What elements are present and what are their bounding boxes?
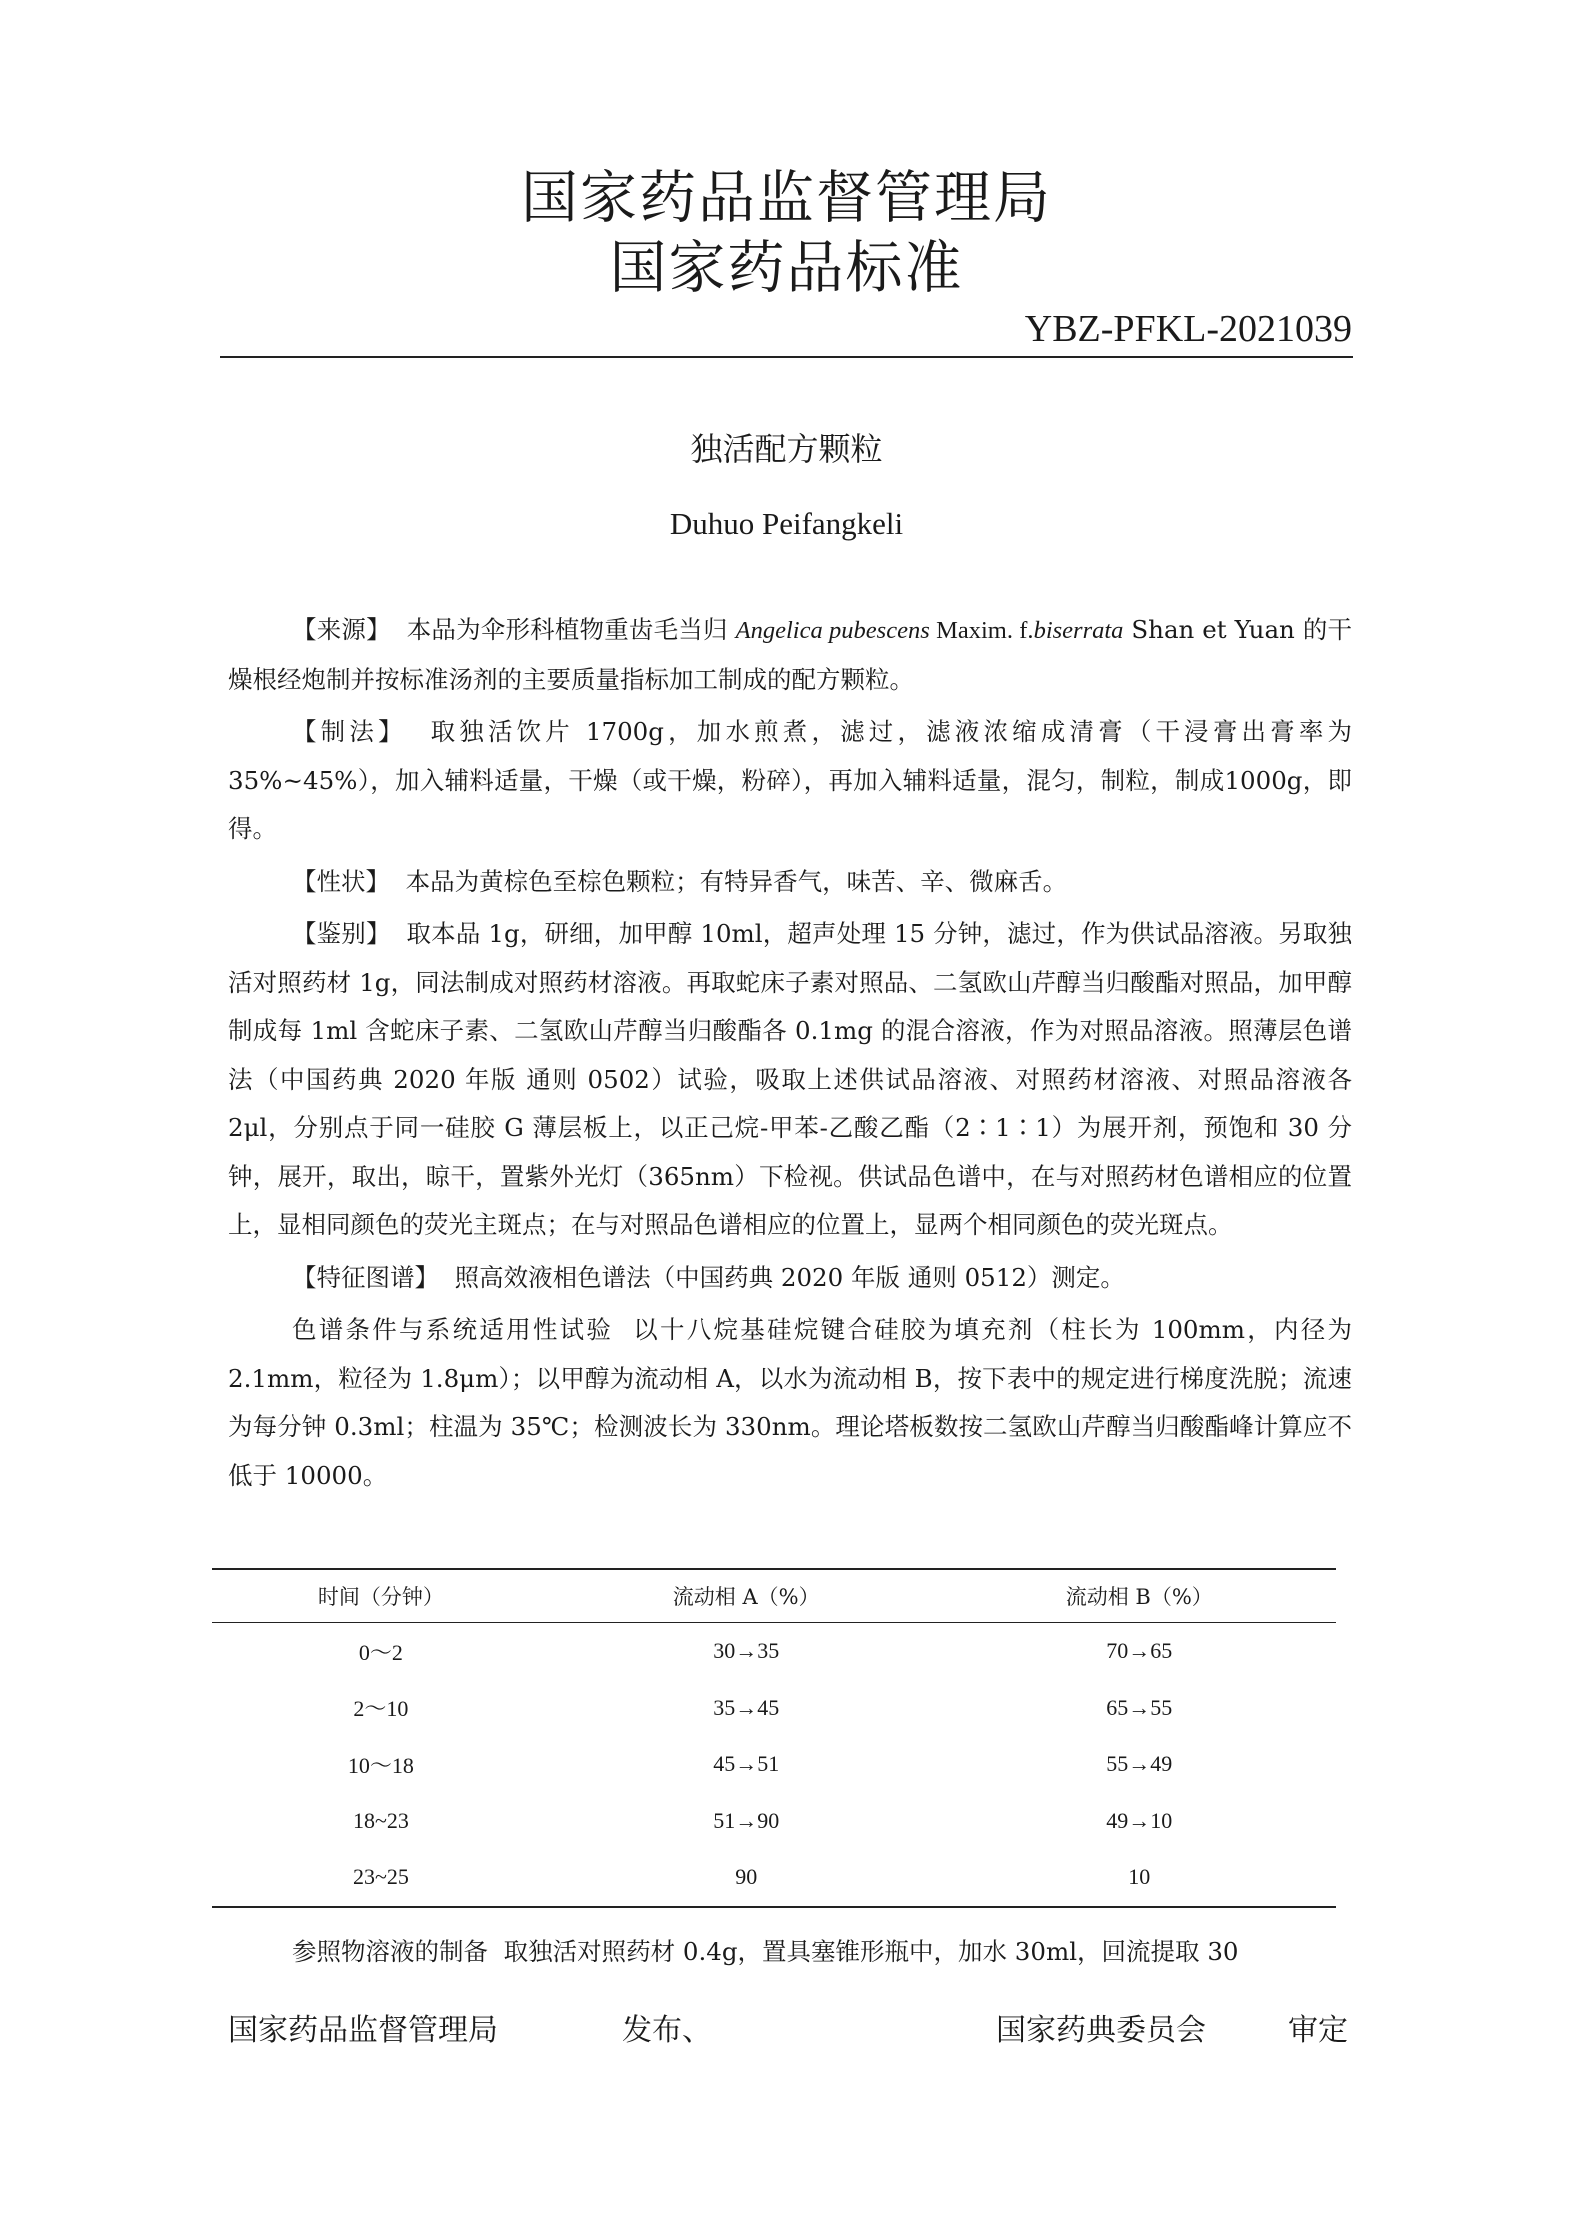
header-rule	[220, 356, 1353, 358]
org-title-line1: 国家药品监督管理局	[521, 165, 1052, 231]
section-reference-solution	[228, 1937, 1352, 1966]
fingerprint-label: 【特征图谱】	[292, 1262, 439, 1292]
standard-code: YBZ-PFKL-2021039	[1024, 308, 1352, 350]
source-label: 【来源】	[292, 615, 391, 644]
source-latin-1: Angelica pubescens	[735, 617, 930, 644]
reference-solution-text: 取独活对照药材 0.4g，置具塞锥形瓶中，加水 30ml，回流提取 30	[503, 1937, 1239, 1966]
character-text: 本品为黄棕色至棕色颗粒；有特异香气，味苦、辛、微麻舌。	[405, 866, 1068, 896]
source-text-1: 本品为伞形科植物重齿毛当归	[406, 615, 736, 644]
footer-reviewer: 国家药典委员会	[996, 2013, 1206, 2048]
table-row	[212, 1623, 1336, 1680]
gradient-table	[212, 1568, 1336, 1908]
footer-issue-word: 发布、	[622, 2013, 712, 2048]
cell-time: 23~25	[212, 1849, 550, 1907]
cell-phase-a: 51→90	[713, 1807, 780, 1833]
table-row	[212, 1736, 1336, 1793]
header-phase-b: 流动相 B（%）	[943, 1569, 1336, 1623]
gradient-table-header	[212, 1569, 1336, 1623]
cell-time: 2～10	[353, 1696, 409, 1722]
cell-time: 10～18	[347, 1752, 414, 1778]
identification-label: 【鉴别】	[292, 919, 391, 948]
header-phase-a: 流动相 A（%）	[550, 1569, 943, 1623]
chromatography-label: 色谱条件与系统适用性试验	[292, 1315, 614, 1344]
cell-phase-a: 90	[550, 1849, 943, 1907]
section-chromatography	[228, 1306, 1352, 1500]
cell-phase-b: 70→65	[1106, 1638, 1173, 1664]
method-text: 取独活饮片 1700g，加水煎煮，滤过，滤液浓缩成清膏（干浸膏出膏率为35%~45%），加入辅料适量，干燥（或干燥，粉碎），再加入辅料适量，混匀，制粒，制成1000g，即得。	[228, 717, 1353, 843]
chromatography-text: 以十八烷基硅烷键合硅胶为填充剂（柱长为 100mm，内径为 2.1mm，粒径为 1.8μm）；以甲醇为流动相 A，以水为流动相 B，按下表中的规定进行梯度洗脱；流速为每分钟 0.3ml；柱温为 35℃；检测波长为 330nm。理论塔板数按二氢欧山芹醇当归酸酯峰计算应不低于 10000。	[228, 1315, 1353, 1490]
cell-phase-a: 45→51	[713, 1751, 780, 1777]
source-latin-2: biserrata	[1033, 617, 1124, 644]
cell-phase-b: 10	[943, 1849, 1336, 1907]
character-label: 【性状】	[292, 866, 390, 896]
cell-time: 18~23	[352, 1807, 409, 1833]
section-character	[228, 858, 1352, 907]
org-title-line2: 国家药品标准	[609, 235, 964, 301]
section-identification	[228, 910, 1352, 1250]
document-pinyin-title: Duhuo Peifangkeli	[669, 506, 904, 541]
document-title: 独活配方颗粒	[690, 430, 883, 468]
source-text-3: Shan et Yuan 的干燥根经炮制并按标准汤剂的主要质量指标加工制成的配方颗粒。	[228, 615, 1353, 694]
table-row	[212, 1849, 1336, 1907]
method-label: 【制法】	[292, 717, 407, 746]
cell-phase-a: 35→45	[713, 1694, 780, 1720]
section-fingerprint	[228, 1254, 1352, 1303]
fingerprint-text: 照高效液相色谱法（中国药典 2020 年版 通则 0512）测定。	[454, 1262, 1125, 1292]
cell-phase-b: 55→49	[1106, 1751, 1173, 1777]
document-body	[228, 606, 1352, 1500]
source-text-2: Maxim. f.	[929, 617, 1034, 644]
cell-time: 0～2	[358, 1639, 403, 1665]
footer-issuer: 国家药品监督管理局	[228, 2013, 498, 2048]
identification-text: 取本品 1g，研细，加甲醇 10ml，超声处理 15 分钟，滤过，作为供试品溶液。另取独活对照药材 1g，同法制成对照药材溶液。再取蛇床子素对照品、二氢欧山芹醇当归酸酯对照品，加甲醇制成每 1ml 含蛇床子素、二氢欧山芹醇当归酸酯各 0.1mg 的混合溶液，作为对照品溶液。照薄层色谱法（中国药典 2020 年版 通则 0502）试验，吸取上述供试品溶液、对照药材溶液、对照品溶液各 2μl，分别点于同一硅胶 G 薄层板上，以正己烷-甲苯-乙酸乙酯（2∶1∶1）为展开剂，预饱和 30 分钟，展开，取出，晾干，置紫外光灯（365nm）下检视。供试品色谱中，在与对照药材色谱相应的位置上，显相同颜色的荧光主斑点；在与对照品色谱相应的位置上，显两个相同颜色的荧光斑点。	[228, 919, 1353, 1239]
footer-review-word: 审定	[1288, 2013, 1348, 2048]
table-row	[212, 1680, 1336, 1737]
section-method	[228, 708, 1352, 854]
cell-phase-a: 30→35	[713, 1638, 780, 1664]
reference-solution-label: 参照物溶液的制备	[292, 1937, 488, 1966]
cell-phase-b: 65→55	[1106, 1694, 1173, 1720]
cell-phase-b: 49→10	[1106, 1807, 1173, 1833]
table-row	[212, 1793, 1336, 1850]
header-time: 时间（分钟）	[212, 1569, 550, 1623]
section-source	[228, 606, 1352, 704]
